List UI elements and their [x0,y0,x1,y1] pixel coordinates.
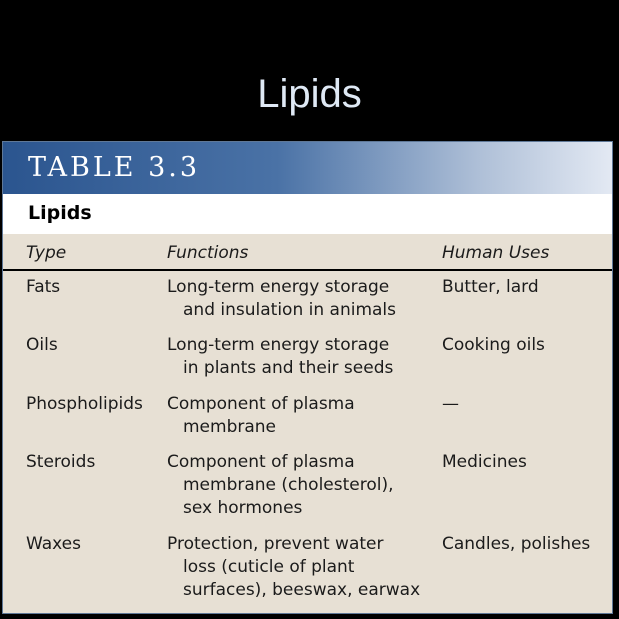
row-type: Steroids [26,452,96,472]
table-heading: Lipids [28,202,92,224]
row-type: Fats [26,277,61,297]
function-line: Component of plasma [167,394,355,414]
function-line: in plants and their seeds [183,358,394,378]
table-number: TABLE 3.3 [28,152,201,183]
row-uses: Butter, lard [442,277,539,297]
function-line: and insulation in animals [183,300,396,320]
function-line: Protection, prevent water [167,534,384,554]
function-line: Long-term energy storage [167,277,390,297]
function-line: sex hormones [183,498,303,518]
row-functions [167,334,437,380]
function-line: membrane (cholesterol), [183,475,394,495]
row-functions [167,276,437,322]
table-heading-bar [3,194,612,234]
row-type: Oils [26,335,58,355]
row-uses: Medicines [442,452,527,472]
row-functions [167,451,437,520]
row-uses: Candles, polishes [442,534,591,554]
table-panel [2,141,613,614]
column-header-functions: Functions [167,243,249,263]
row-type: Waxes [26,534,81,554]
row-functions [167,533,437,602]
row-uses: Cooking oils [442,335,545,355]
column-header-row [3,237,613,271]
function-line: surfaces), beeswax, earwax [183,580,421,600]
row-functions [167,393,437,439]
column-header-uses: Human Uses [442,243,550,263]
function-line: Long-term energy storage [167,335,390,355]
slide-title: Lipids [257,72,362,116]
column-header-type: Type [26,243,67,263]
function-line: loss (cuticle of plant [183,557,355,577]
table-banner [3,142,612,194]
function-line: membrane [183,417,277,437]
row-uses: — [442,394,459,414]
row-type: Phospholipids [26,394,143,414]
function-line: Component of plasma [167,452,355,472]
